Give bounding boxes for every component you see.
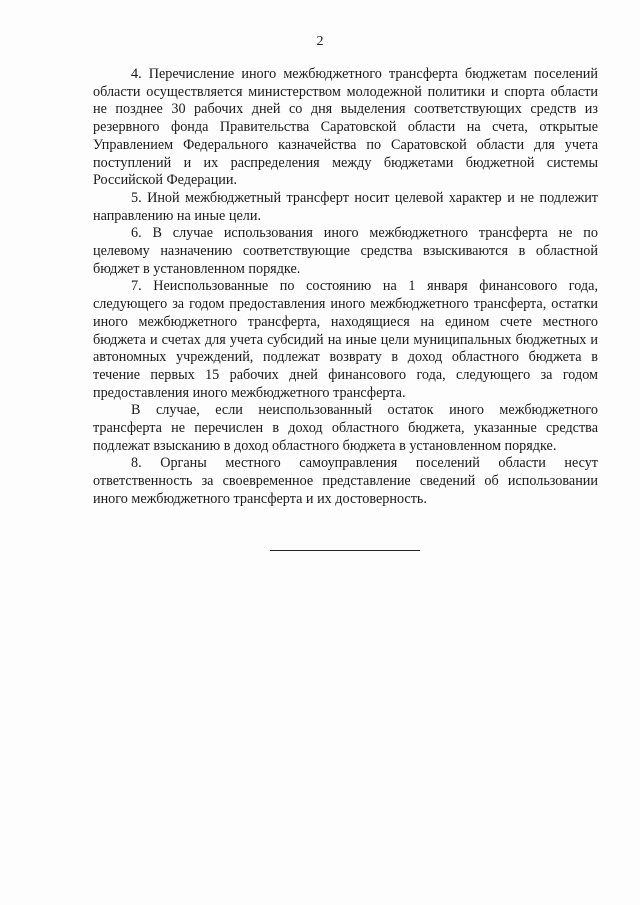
paragraph-item-5: 5. Иной межбюджетный трансферт носит целевой характер и не подлежит направлению на иные цели.	[93, 189, 598, 224]
paragraph-item-8: 8. Органы местного самоуправления поселений области несут ответственность за своевременное представление сведений об использовании иного межбюджетного трансферта и их достоверность.	[93, 455, 598, 507]
document-body	[93, 66, 598, 509]
paragraph-item-4: 4. Перечисление иного межбюджетного трансферта бюджетам поселений области осуществляется министерством молодежной политики и спорта области не позднее 30 рабочих дней со дня выделения соответствующих средств из резервного фонда Правительства Саратовской области на счета, открытые Управлением Федерального казначейства по Саратовской области для учета поступлений и их распределения между бюджетами бюджетной системы Российской Федерации.	[93, 66, 598, 189]
paragraph-item-7-continued: В случае, если неиспользованный остаток иного межбюджетного трансферта не перечислен в доход областного бюджета, указанные средства подлежат взысканию в доход областного бюджета в установленном порядке.	[93, 402, 598, 454]
paragraph-item-6: 6. В случае использования иного межбюджетного трансферта не по целевому назначению соответствующие средства взыскиваются в областной бюджет в установленном порядке.	[93, 225, 598, 277]
page-number: 2	[316, 34, 324, 49]
paragraph-item-7: 7. Неиспользованные по состоянию на 1 января финансового года, следующего за годом предоставления иного межбюджетного трансферта, остатки иного межбюджетного трансферта, находящиеся на едином счете местного бюджета и счетах для учета субсидий на иные цели муниципальных бюджетных и автономных учреждений, подлежат возврату в доход областного бюджета в течение первых 15 рабочих дней финансового года, следующего за годом предоставления иного межбюджетного трансферта.	[93, 278, 598, 401]
end-separator-line	[270, 550, 420, 551]
